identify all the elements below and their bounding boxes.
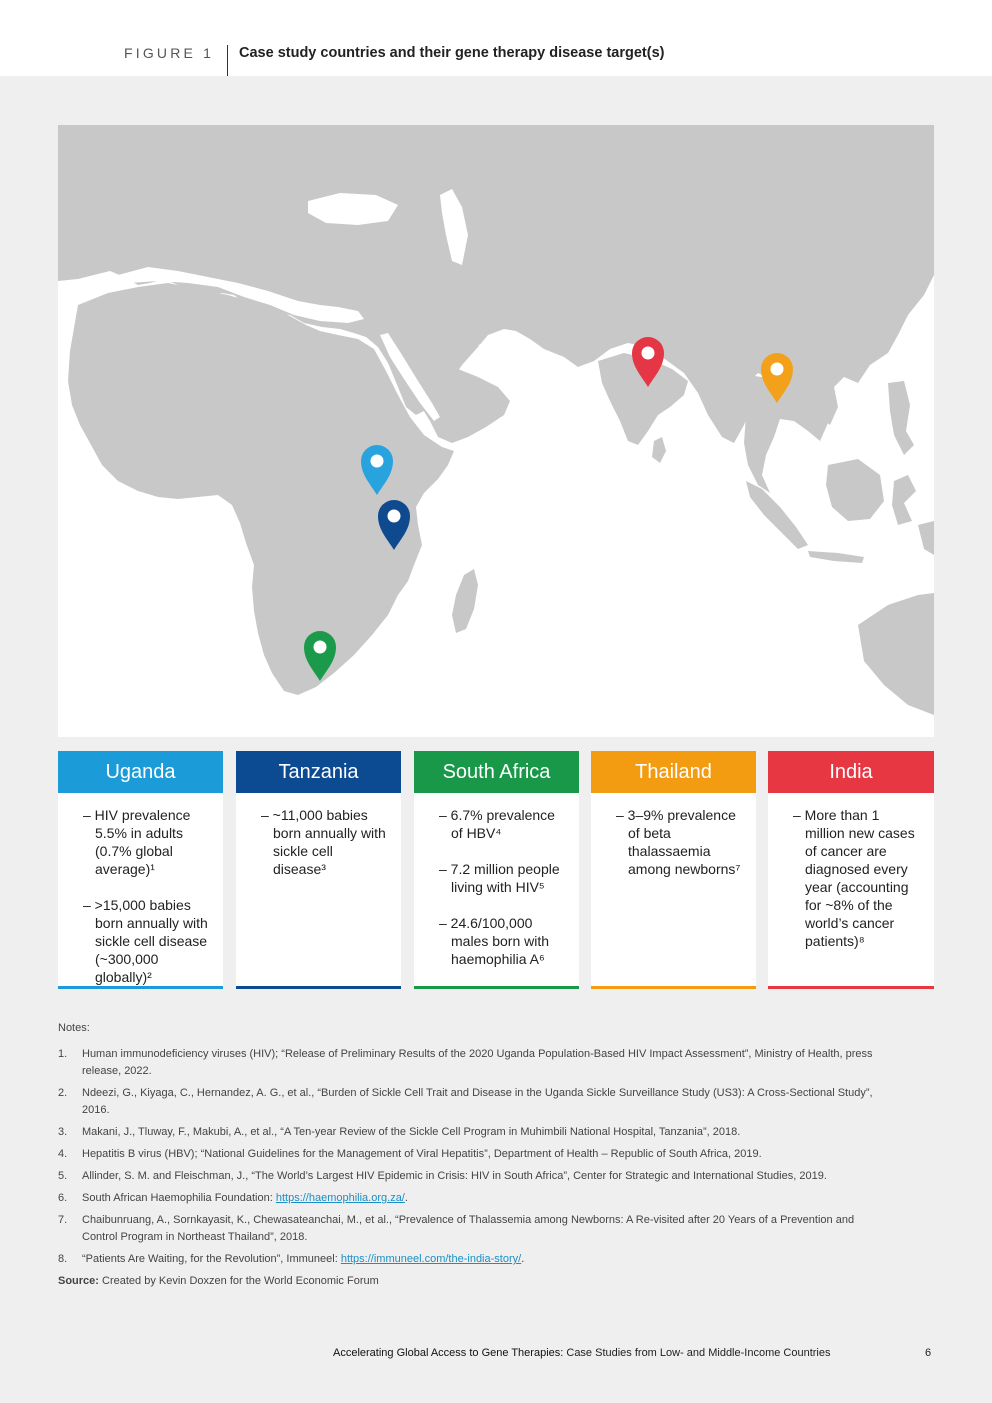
new-guinea-landmass — [918, 521, 934, 555]
card-uganda — [58, 751, 223, 989]
card-india-body — [768, 793, 934, 950]
java-landmass — [808, 551, 864, 563]
card-thailand — [591, 751, 756, 989]
sumatra-landmass — [746, 481, 808, 549]
note-item — [58, 1251, 888, 1268]
card-south-africa-body — [414, 793, 579, 968]
figure-title: Case study countries and their gene therapy disease target(s) — [239, 45, 665, 61]
note-number: 5. — [58, 1170, 68, 1182]
card-tanzania-body — [236, 793, 401, 878]
card-tanzania-title: Tanzania — [236, 751, 401, 793]
card-india-title: India — [768, 751, 934, 793]
card-thailand-item: – 3–9% prevalence of beta thalassaemia among newborns⁷ — [616, 807, 741, 877]
note-text: Hepatitis B virus (HBV); “National Guidelines for the Management of Viral Hepatitis”, Department of Health – Republic of South Africa, 2019. — [82, 1148, 762, 1160]
note-link[interactable]: https://immuneel.com/the-india-story/ — [340, 1253, 522, 1265]
note-text: Makani, J., Tluway, F., Makubi, A., et al., “A Ten-year Review of the Sickle Cell Program in Muhimbili National Hospital, Tanzania”, 2018. — [82, 1126, 741, 1138]
figure-header — [0, 0, 992, 76]
card-india — [768, 751, 934, 989]
note-number: 7. — [58, 1214, 68, 1226]
card-south-africa-item: – 6.7% prevalence of HBV⁴ — [439, 807, 555, 841]
note-item — [58, 1190, 888, 1207]
country-cards — [58, 751, 934, 989]
note-number: 6. — [58, 1192, 68, 1204]
map-svg — [58, 125, 934, 737]
note-item — [58, 1085, 888, 1119]
note-text: Ndeezi, G., Kiyaga, C., Hernandez, A. G., et al., “Burden of Sickle Cell Trait and Disease in the Uganda Sickle Surveillance Study (US3): A Cross-Sectional Study”, 2016. — [82, 1087, 873, 1116]
note-number: 3. — [58, 1126, 68, 1138]
card-uganda-body — [58, 793, 223, 986]
note-suffix: . — [404, 1192, 408, 1204]
card-thailand-body — [591, 793, 756, 878]
philippines-landmass — [888, 381, 914, 455]
source-label: Source: — [58, 1275, 99, 1287]
note-item — [58, 1124, 888, 1141]
footer-title — [333, 1347, 831, 1359]
footer-title-rest: Case Studies from Low- and Middle-Income Countries — [563, 1347, 831, 1359]
card-south-africa-title: South Africa — [414, 751, 579, 793]
card-south-africa-item: – 24.6/100,000 males born with haemophilia A⁶ — [439, 915, 550, 967]
card-india-item: – More than 1 million new cases of cancer are diagnosed every year (accounting for ~8% of the world’s cancer patients)⁸ — [793, 807, 915, 949]
note-item — [58, 1212, 888, 1246]
notes-list — [58, 1046, 888, 1268]
pin-thailand-dot — [771, 363, 784, 376]
card-thailand-rule — [591, 986, 756, 989]
note-number: 4. — [58, 1148, 68, 1160]
notes-title: Notes: — [58, 1022, 90, 1034]
figure-label: FIGURE 1 — [124, 45, 215, 61]
figure-divider — [227, 45, 228, 76]
notes-section — [58, 1020, 888, 1290]
pin-tanzania-dot — [388, 510, 401, 523]
card-south-africa — [414, 751, 579, 989]
note-item — [58, 1046, 888, 1080]
sulawesi-landmass — [892, 475, 916, 525]
madagascar-landmass — [452, 569, 478, 633]
card-uganda-item: – >15,000 babies born annually with sickle cell disease (~300,000 globally)² — [83, 897, 208, 985]
note-text: South African Haemophilia Foundation: — [82, 1192, 276, 1204]
note-number: 8. — [58, 1253, 68, 1265]
note-item — [58, 1168, 888, 1185]
card-india-rule — [768, 986, 934, 989]
note-number: 1. — [58, 1048, 68, 1060]
pin-india-dot — [642, 347, 655, 360]
source-text: Created by Kevin Doxzen for the World Economic Forum — [98, 1275, 379, 1287]
note-text: “Patients Are Waiting, for the Revolution”, Immuneel: — [82, 1253, 341, 1265]
note-text: Chaibunruang, A., Sornkayasit, K., Chewasateanchai, M., et al., “Prevalence of Thalassemia among Newborns: A Re-visited after 20 Years of a Prevention and Control Program in Northeast Thailand”, 2018. — [82, 1214, 855, 1243]
note-suffix: . — [521, 1253, 525, 1265]
card-uganda-title: Uganda — [58, 751, 223, 793]
note-text: Human immunodeficiency viruses (HIV); “Release of Preliminary Results of the 2020 Uganda Population-Based HIV Impact Assessment”, Ministry of Health, press release, 2022. — [82, 1048, 873, 1077]
card-south-africa-rule — [414, 986, 579, 989]
pin-uganda-dot — [371, 455, 384, 468]
note-item — [58, 1146, 888, 1163]
card-thailand-title: Thailand — [591, 751, 756, 793]
footer-title-bold: Accelerating Global Access to Gene Therapies: — [333, 1347, 564, 1359]
borneo-landmass — [826, 459, 884, 521]
note-text: Allinder, S. M. and Fleischman, J., “The World’s Largest HIV Epidemic in Crisis: HIV in South Africa”, Center for Strategic and International Studies, 2019. — [82, 1170, 827, 1182]
card-tanzania — [236, 751, 401, 989]
land-masses — [58, 125, 934, 715]
card-uganda-item: – HIV prevalence 5.5% in adults (0.7% global average)¹ — [83, 807, 191, 877]
sri-lanka-landmass — [652, 437, 666, 463]
map — [58, 125, 934, 737]
card-south-africa-item: – 7.2 million people living with HIV⁵ — [439, 861, 560, 895]
note-link[interactable]: https://haemophilia.org.za/ — [275, 1192, 405, 1204]
card-uganda-rule — [58, 986, 223, 989]
page-number: 6 — [925, 1347, 932, 1359]
note-number: 2. — [58, 1087, 68, 1099]
australia-landmass — [858, 593, 934, 715]
pin-south-africa-dot — [314, 641, 327, 654]
persian-gulf — [478, 341, 512, 361]
card-tanzania-rule — [236, 986, 401, 989]
source-line — [58, 1273, 888, 1290]
card-tanzania-item: – ~11,000 babies born annually with sickle cell disease³ — [261, 807, 386, 877]
